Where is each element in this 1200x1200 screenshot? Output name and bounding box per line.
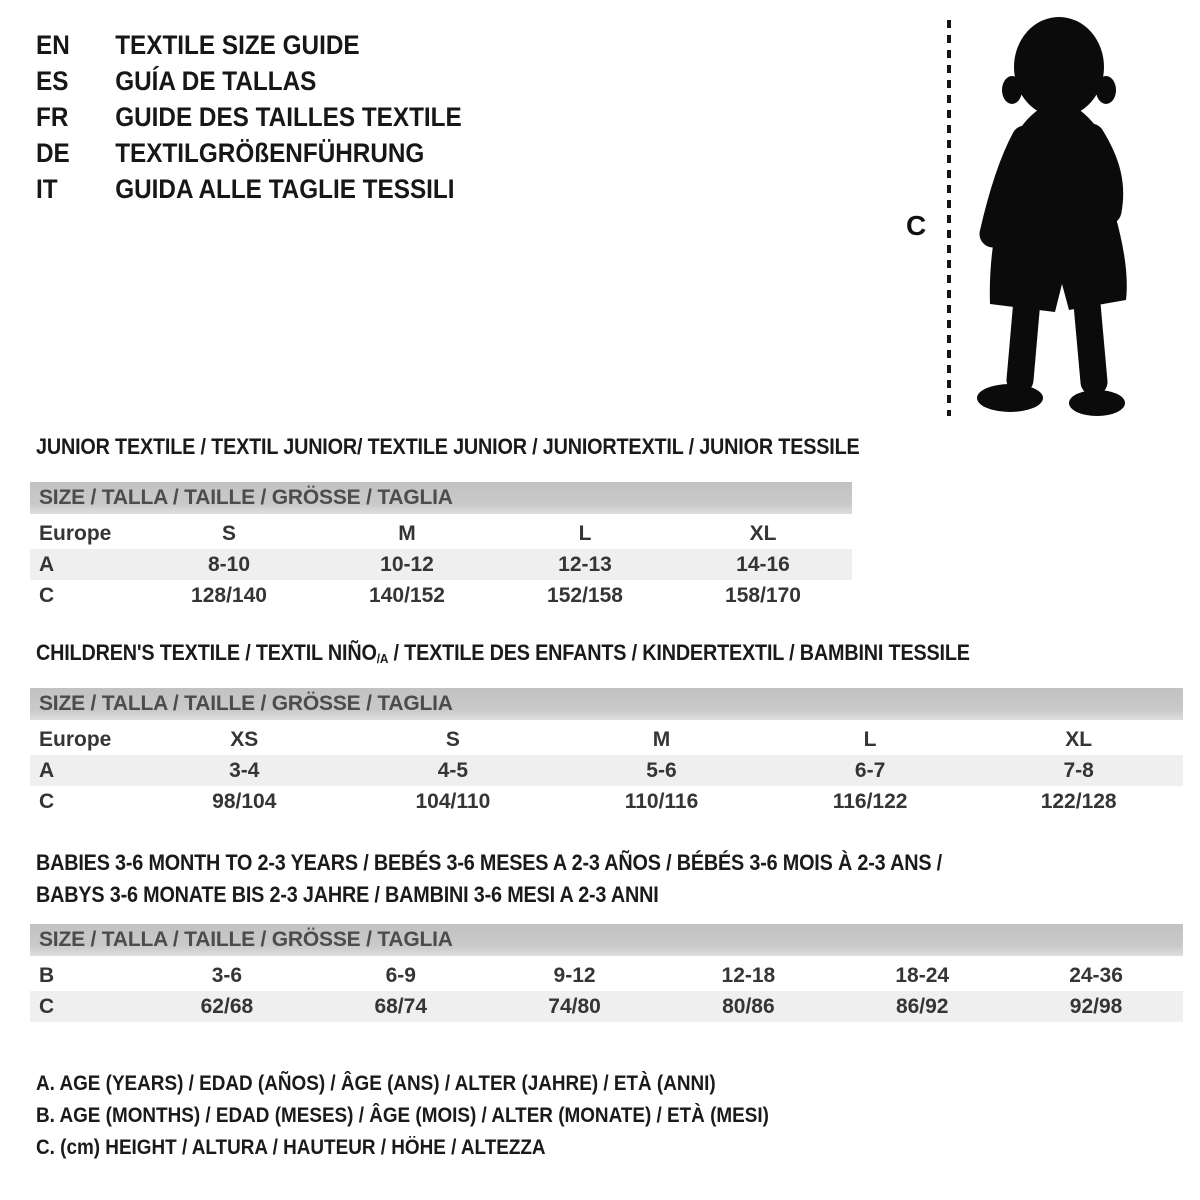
age-cell: 3-6: [211, 963, 243, 987]
children-section-title: [36, 640, 970, 666]
height-cell: 62/68: [200, 994, 254, 1018]
children-title-pre: CHILDREN'S TEXTILE / TEXTIL NIÑO: [36, 640, 377, 665]
children-row-height-cm: [30, 786, 1183, 817]
age-cell: 6-9: [385, 963, 416, 987]
junior-row-europe: [30, 518, 852, 549]
language-row-de: [36, 135, 462, 171]
age-cell: 24-36: [1069, 963, 1123, 987]
row-label-europe: Europe: [39, 521, 112, 545]
children-title-subscript: /A: [376, 651, 389, 667]
size-cell: L: [578, 521, 592, 545]
age-cell: 12-13: [558, 552, 612, 576]
height-cell: 80/86: [722, 994, 775, 1018]
babies-row-age-months: [30, 960, 1183, 991]
size-cell: S: [221, 521, 236, 545]
age-cell: 5-6: [646, 758, 677, 782]
row-label-c: C: [39, 994, 55, 1018]
junior-section-title: JUNIOR TEXTILE / TEXTIL JUNIOR/ TEXTILE JUNIOR / JUNIORTEXTIL / JUNIOR TESSILE: [36, 434, 860, 459]
size-cell: XL: [749, 521, 777, 545]
children-row-europe: [30, 724, 1183, 755]
height-measurement-dashed-line: [947, 20, 951, 416]
height-cell: 152/158: [547, 583, 623, 607]
age-cell: 8-10: [207, 552, 251, 576]
age-cell: 3-4: [229, 758, 260, 782]
babies-row-height-cm: [30, 991, 1183, 1022]
height-cell: 92/98: [1069, 994, 1123, 1018]
legend-line-c: C. (cm) HEIGHT / ALTURA / HAUTEUR / HÖHE / ALTEZZA: [36, 1136, 546, 1159]
babies-size-table: [30, 924, 1183, 1022]
children-title-post: / TEXTILE DES ENFANTS / KINDERTEXTIL / BAMBINI TESSILE: [388, 640, 970, 665]
height-cell: 86/92: [895, 994, 949, 1018]
language-title-list: [36, 27, 509, 207]
size-cell: L: [863, 727, 877, 751]
row-label-c: C: [39, 789, 55, 813]
size-cell: XS: [230, 727, 259, 751]
language-row-fr: [36, 99, 462, 135]
junior-row-age-years: [30, 549, 852, 580]
junior-size-table: [30, 482, 852, 611]
language-code: FR: [36, 101, 69, 132]
children-row-age-years: [30, 755, 1183, 786]
age-cell: 10-12: [380, 552, 434, 576]
height-cell: 74/80: [548, 994, 601, 1018]
height-cell: 158/170: [725, 583, 801, 607]
legend-line-b: B. AGE (MONTHS) / EDAD (MESES) / ÂGE (MOIS) / ALTER (MONATE) / ETÀ (MESI): [36, 1104, 769, 1127]
row-label-b: B: [39, 963, 55, 987]
junior-size-header-bar: SIZE / TALLA / TAILLE / GRÖSSE / TAGLIA: [30, 482, 852, 514]
language-label: GUIDA ALLE TAGLIE TESSILI: [115, 173, 455, 204]
height-cell: 110/116: [624, 789, 699, 813]
children-size-header-bar: SIZE / TALLA / TAILLE / GRÖSSE / TAGLIA: [30, 688, 1183, 720]
row-label-a: A: [39, 758, 55, 782]
row-label-a: A: [39, 552, 55, 576]
junior-row-height-cm: [30, 580, 852, 611]
age-cell: 7-8: [1063, 758, 1094, 782]
children-size-table: [30, 688, 1183, 817]
legend-line-a: A. AGE (YEARS) / EDAD (AÑOS) / ÂGE (ANS) / ALTER (JAHRE) / ETÀ (ANNI): [36, 1072, 716, 1095]
language-code: IT: [36, 173, 58, 204]
row-label-europe: Europe: [39, 727, 112, 751]
size-cell: XL: [1065, 727, 1093, 751]
age-cell: 14-16: [736, 552, 790, 576]
toddler-silhouette-icon: [966, 12, 1148, 418]
age-cell: 6-7: [854, 758, 886, 782]
age-cell: 9-12: [553, 963, 596, 987]
height-cell: 140/152: [369, 583, 445, 607]
language-label: GUIDE DES TAILLES TEXTILE: [115, 101, 462, 132]
language-code: DE: [36, 137, 70, 168]
language-row-it: [36, 171, 462, 207]
babies-size-header-bar: SIZE / TALLA / TAILLE / GRÖSSE / TAGLIA: [30, 924, 1183, 956]
height-cell: 116/122: [832, 789, 908, 813]
language-label: GUÍA DE TALLAS: [115, 65, 317, 96]
height-cell: 128/140: [191, 583, 267, 607]
language-row-en: [36, 27, 462, 63]
height-measurement-label-c: C: [906, 210, 927, 241]
age-cell: 18-24: [895, 963, 950, 987]
size-cell: S: [445, 727, 460, 751]
size-cell: M: [398, 521, 416, 545]
size-cell: M: [652, 727, 671, 751]
row-label-c: C: [39, 583, 55, 607]
height-cell: 104/110: [415, 789, 491, 813]
height-cell: 98/104: [212, 789, 277, 813]
language-code: ES: [36, 65, 69, 96]
age-cell: 4-5: [437, 758, 469, 782]
babies-section-title-line1: BABIES 3-6 MONTH TO 2-3 YEARS / BEBÉS 3-6 MESES A 2-3 AÑOS / BÉBÉS 3-6 MOIS À 2-3 ANS /: [36, 850, 942, 875]
language-label: TEXTILGRÖßENFÜHRUNG: [115, 137, 425, 168]
language-code: EN: [36, 29, 70, 60]
age-cell: 12-18: [721, 963, 776, 987]
language-row-es: [36, 63, 462, 99]
babies-section-title-line2: BABYS 3-6 MONATE BIS 2-3 JAHRE / BAMBINI 3-6 MESI A 2-3 ANNI: [36, 882, 659, 907]
language-label: TEXTILE SIZE GUIDE: [115, 29, 360, 60]
height-cell: 122/128: [1040, 789, 1117, 813]
height-cell: 68/74: [374, 994, 428, 1018]
